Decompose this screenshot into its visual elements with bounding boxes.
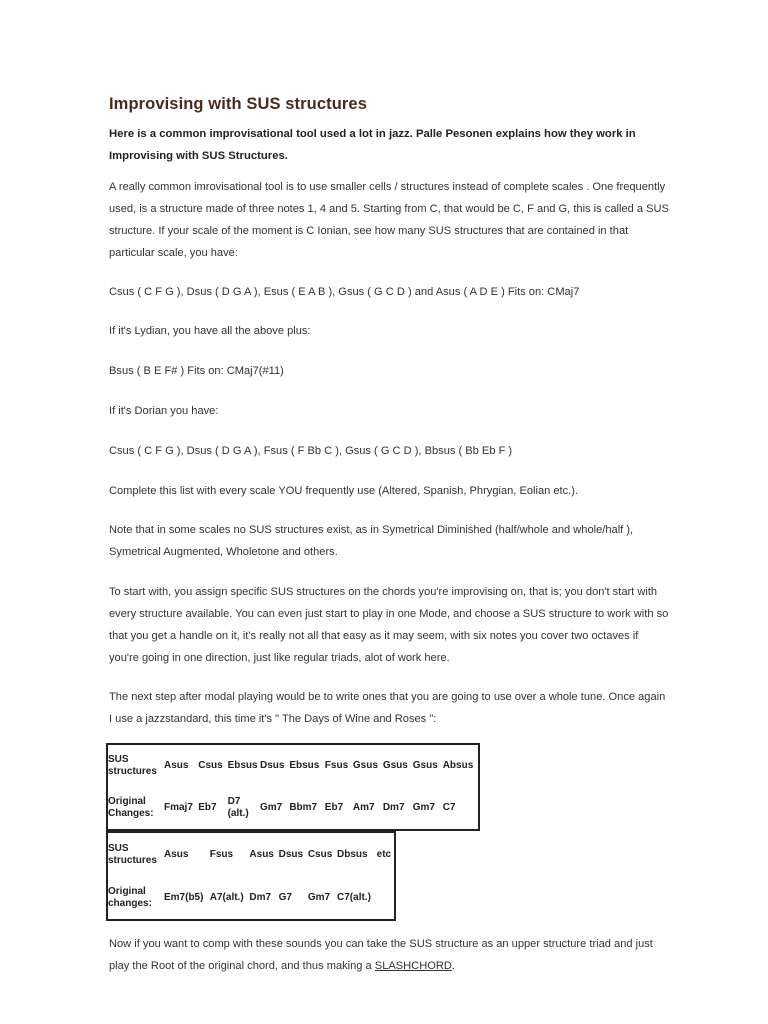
paragraph-dorian-list: Csus ( C F G ), Dsus ( D G A ), Fsus ( F Bb C ), Gsus ( G C D ), Bbsus ( Bb Eb F ) <box>109 445 513 457</box>
table-row <box>107 787 479 830</box>
closing-end: . <box>451 960 455 972</box>
table-cell: Csus <box>198 760 223 771</box>
paragraph-lydian: If it's Lydian, you have all the above plus: <box>109 325 311 337</box>
table-cell: Gm7 <box>412 802 435 813</box>
table-row <box>107 744 479 787</box>
table-cell: A7(alt.) <box>209 891 244 903</box>
table-cell <box>376 876 395 920</box>
row-label: Original changes: <box>108 885 152 909</box>
paragraph-start-with: To start with, you assign specific SUS structures on the chords you're improvising on, that is; you don't start with every structure available. You can even just start to play in one Mode, and choose a SUS structure to work with so that you get a handle on it, it's really not all that easy as it may seem, with six notes you cover two octaves if you're going in one direction, just like regular triads, alot of work here. <box>109 586 669 664</box>
table-cell: Gsus <box>382 760 408 771</box>
table-cell: C7 <box>442 802 456 813</box>
table-row <box>107 832 395 876</box>
table-cell: Fmaj7 <box>164 802 193 813</box>
table-cell: Gsus <box>352 760 378 771</box>
paragraph-next-step: The next step after modal playing would be to write ones that you are going to use over a whole tune. Once again I use a jazzstandard, this time it's " The Days of Wine and Roses ": <box>109 691 666 725</box>
article-title: Improvising with SUS structures <box>109 95 367 113</box>
closing-text: Now if you want to comp with these sounds you can take the SUS structure as an upper structure triad and just play the Root of the original chord, and thus making a <box>109 938 653 972</box>
paragraph-complete-list: Complete this list with every scale YOU frequently use (Altered, Spanish, Phrygian, Eolian etc.). <box>109 485 579 497</box>
table-cell: Gm7 <box>260 802 283 813</box>
table-cell: Fsus <box>324 760 349 771</box>
table-cell: Absus <box>442 760 474 771</box>
table-cell: G7 <box>278 891 292 903</box>
paragraph-no-sus: Note that in some scales no SUS structures exist, as in Symetrical Diminished (half/whole and whole/half ), Symetrical Augmented, Wholetone and others. <box>109 524 634 558</box>
row-label: SUS structures <box>108 754 157 777</box>
table-cell: Asus <box>249 848 274 860</box>
table-cell: Csus <box>307 848 333 860</box>
table-cell: Ebsus <box>289 760 320 771</box>
table-cell: Eb7 <box>198 802 217 813</box>
table-cell: Gsus <box>412 760 438 771</box>
article-intro: Here is a common improvisational tool used a lot in jazz. Palle Pesonen explains how they work in Improvising with SUS Structures. <box>109 128 636 162</box>
paragraph-ionian-list: Csus ( C F G ), Dsus ( D G A ), Esus ( E A B ), Gsus ( G C D ) and Asus ( A D E ) Fits on: CMaj7 <box>109 286 580 298</box>
paragraph-dorian: If it's Dorian you have: <box>109 405 219 417</box>
slashchord-link[interactable]: SLASHCHORD <box>374 960 452 972</box>
paragraph-closing <box>109 933 669 977</box>
table-cell: Bbm7 <box>289 802 318 813</box>
table-cell: Dsus <box>278 848 304 860</box>
table-cell: Asus <box>164 760 189 771</box>
table-cell: Fsus <box>209 848 234 860</box>
table-cell: etc <box>376 848 392 860</box>
table-cell: Dsus <box>260 760 285 771</box>
table-cell: Am7 <box>352 802 375 813</box>
table-cell: Eb7 <box>324 802 344 813</box>
table-cell: Ebsus <box>227 760 258 771</box>
table-cell: Asus <box>164 848 189 860</box>
paragraph-lydian-list: Bsus ( B E F# ) Fits on: CMaj7(#11) <box>109 365 284 377</box>
table-cell: D7 (alt.) <box>227 796 249 819</box>
row-label: SUS structures <box>108 842 157 866</box>
table-cell: Gm7 <box>307 891 331 903</box>
table-cell: Dm7 <box>249 891 272 903</box>
sus-table-1 <box>106 743 480 831</box>
table-row <box>107 876 395 920</box>
table-cell: Dm7 <box>382 802 405 813</box>
table-cell: Em7(b5) <box>164 891 204 903</box>
sus-table-2 <box>106 831 396 921</box>
table-cell: Dbsus <box>337 848 368 860</box>
paragraph-intro-cells: A really common imrovisational tool is to use smaller cells / structures instead of complete scales . One frequently used, is a structure made of three notes 1, 4 and 5. Starting from C, that would be C, F and G, this is called a SUS structure. If your scale of the moment is C Ionian, see how many SUS structures that are contained in that particular scale, you have: <box>109 181 669 259</box>
table-cell: C7(alt.) <box>337 891 371 903</box>
row-label: Original Changes: <box>108 796 154 819</box>
